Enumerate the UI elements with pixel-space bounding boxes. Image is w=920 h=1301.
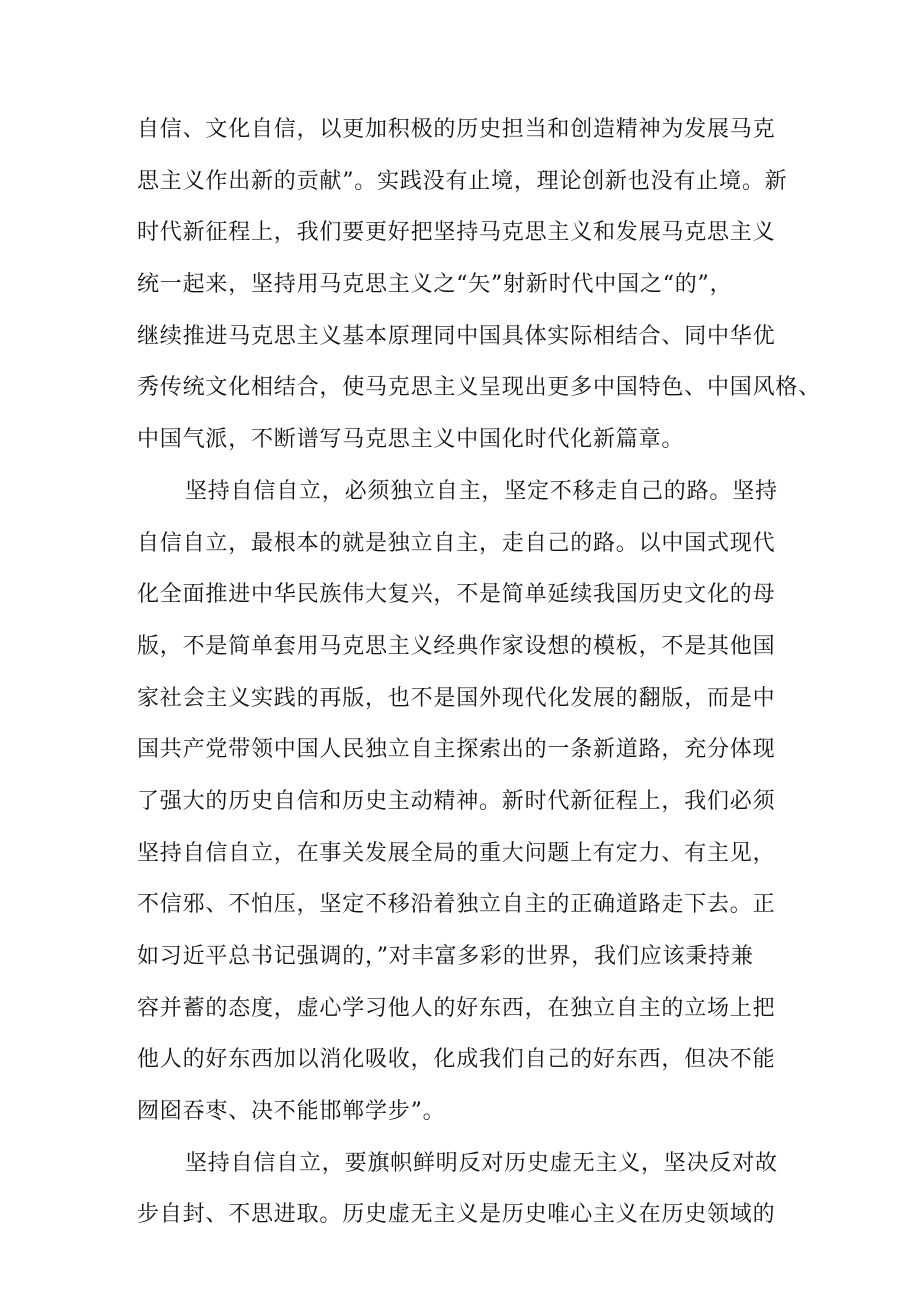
text-line: 坚持自信自立，在事关发展全局的重大问题上有定力、有主见，	[137, 840, 776, 866]
text-line: 思主义作出新的贡献”。实践没有止境，理论创新也没有止境。新	[137, 168, 788, 194]
text-line: 版，不是简单套用马克思主义经典作家设想的模板，不是其他国	[137, 633, 776, 659]
text-line: 中国气派，不断谱写马克思主义中国化时代化新篇章。	[137, 427, 685, 453]
paragraph-first-line: 坚持自信自立，要旗帜鲜明反对历史虚无主义，坚决反对故	[185, 1150, 778, 1176]
text-line: 了强大的历史自信和历史主动精神。新时代新征程上，我们必须	[137, 788, 776, 814]
text-line: 家社会主义实践的再版，也不是国外现代化发展的翻版，而是中	[137, 685, 776, 711]
text-line: 自信、文化自信，以更加积极的历史担当和创造精神为发展马克	[137, 117, 776, 142]
text-line: 国共产党带领中国人民独立自主探索出的一条新道路，充分体现	[137, 737, 776, 763]
document-body	[137, 104, 822, 1241]
text-line: 时代新征程上，我们要更好把坚持马克思主义和发展马克思主义	[137, 220, 776, 246]
text-line: 囫囵吞枣、决不能邯郸学步”。	[137, 1099, 446, 1125]
text-line: 自信自立，最根本的就是独立自主，走自己的路。以中国式现代	[137, 530, 776, 556]
text-line: 步自封、不思进取。历史虚无主义是历史唯心主义在历史领域的	[137, 1202, 776, 1228]
text-line: 化全面推进中华民族伟大复兴，不是简单延续我国历史文化的母	[137, 582, 776, 608]
text-line: 继续推进马克思主义基本原理同中国具体实际相结合、同中华优	[137, 323, 776, 349]
text-line: 容并蓄的态度，虚心学习他人的好东西，在独立自主的立场上把	[137, 995, 776, 1021]
text-line: 不信邪、不怕压，坚定不移沿着独立自主的正确道路走下去。正	[137, 892, 776, 918]
text-line: 如习近平总书记强调的，”对丰富多彩的世界，我们应该秉持兼	[137, 944, 754, 969]
text-line: 秀传统文化相结合，使马克思主义呈现出更多中国特色、中国风格、	[137, 375, 822, 401]
paragraph-first-line: 坚持自信自立，必须独立自主，坚定不移走自己的路。坚持	[185, 478, 778, 504]
text-line: 统一起来，坚持用马克思主义之“矢”射新时代中国之“的”，	[137, 272, 733, 298]
text-line: 他人的好东西加以消化吸收，化成我们自己的好东西，但决不能	[137, 1047, 776, 1073]
